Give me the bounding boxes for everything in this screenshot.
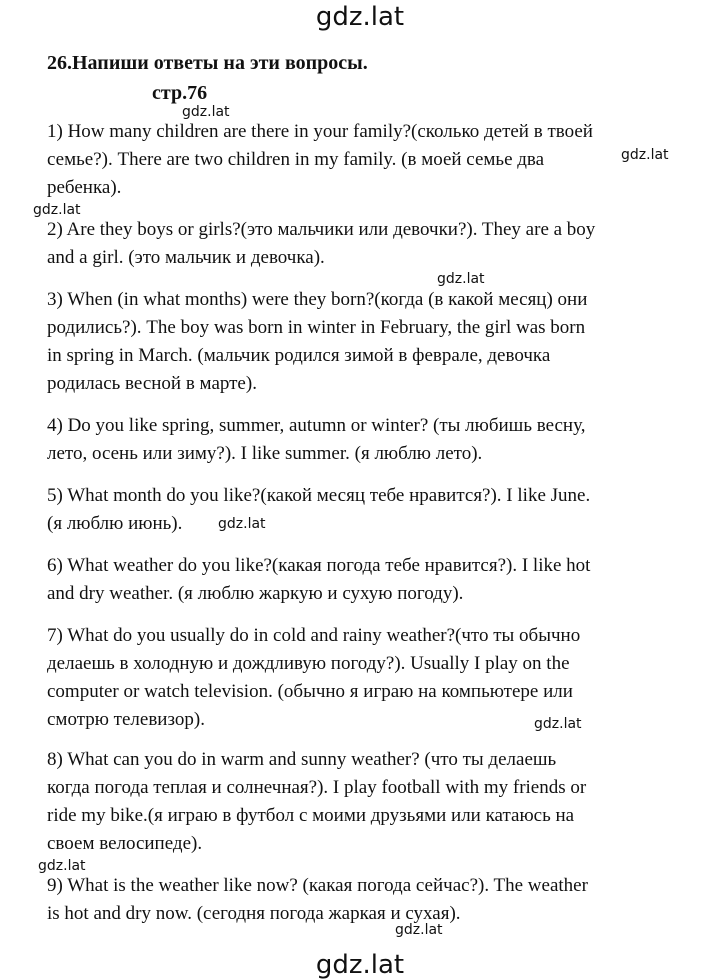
qa-line: 3) When (in what months) were they born?(когда (в какой месяц) они <box>47 289 588 310</box>
qa-line: 8) What can you do in warm and sunny weather? (что ты делаешь <box>47 749 557 770</box>
qa-line: computer or watch television. (обычно я играю на компьютере или <box>47 681 573 702</box>
qa-line: ребенка). <box>47 177 122 198</box>
site-header-watermark: gdz.lat <box>315 2 405 32</box>
qa-line: 5) What month do you like?(какой месяц тебе нравится?). I like June. <box>47 485 591 506</box>
watermark-text: gdz.lat <box>33 202 81 218</box>
qa-line: 4) Do you like spring, summer, autumn or winter? (ты любишь весну, <box>47 415 586 436</box>
qa-line: and dry weather. (я люблю жаркую и сухую погоду). <box>47 583 464 604</box>
site-footer-watermark: gdz.lat <box>315 950 405 980</box>
qa-line: (я люблю июнь). <box>47 513 183 534</box>
watermark-text: gdz.lat <box>395 922 443 938</box>
qa-item-5 <box>47 482 672 538</box>
qa-item-9 <box>47 872 672 928</box>
watermark-text: gdz.lat <box>218 516 266 532</box>
watermark-text: gdz.lat <box>534 716 582 732</box>
qa-item-6 <box>47 552 672 608</box>
qa-line: 1) How many children are there in your family?(сколько детей в твоей <box>47 121 593 142</box>
watermark-text: gdz.lat <box>621 147 669 163</box>
qa-line: 6) What weather do you like?(какая погода тебе нравится?). I like hot <box>47 555 591 576</box>
qa-item-2 <box>47 216 672 272</box>
qa-line: смотрю телевизор). <box>47 709 205 730</box>
qa-line: родились?). The boy was born in winter in February, the girl was born <box>47 317 586 338</box>
qa-line: in spring in March. (мальчик родился зимой в феврале, девочка <box>47 345 551 366</box>
qa-line: 7) What do you usually do in cold and rainy weather?(что ты обычно <box>47 625 581 646</box>
watermark-text: gdz.lat <box>182 104 230 120</box>
qa-line: is hot and dry now. (сегодня погода жаркая и сухая). <box>47 903 461 924</box>
qa-line: 2) Are they boys or girls?(это мальчики или девочки?). They are a boy <box>47 219 596 240</box>
qa-item-4 <box>47 412 672 468</box>
qa-line: 9) What is the weather like now? (какая погода сейчас?). The weather <box>47 875 588 896</box>
qa-item-3 <box>47 286 672 398</box>
qa-item-8 <box>47 746 672 858</box>
qa-line: and a girl. (это мальчик и девочка). <box>47 247 325 268</box>
qa-line: делаешь в холодную и дождливую погоду?). Usually I play on the <box>47 653 570 674</box>
qa-item-1 <box>47 118 672 202</box>
qa-line: семье?). There are two children in my family. (в моей семье два <box>47 149 545 170</box>
qa-line: ride my bike.(я играю в футбол с моими друзьями или катаюсь на <box>47 805 575 826</box>
watermark-text: gdz.lat <box>38 858 86 874</box>
qa-line: лето, осень или зиму?). I like summer. (я люблю лето). <box>47 443 483 464</box>
watermark-text: gdz.lat <box>437 271 485 287</box>
qa-line: когда погода теплая и солнечная?). I play football with my friends or <box>47 777 587 798</box>
page-reference: стр.76 <box>152 82 208 104</box>
exercise-title: 26.Напиши ответы на эти вопросы. <box>47 52 368 74</box>
qa-line: родилась весной в марте). <box>47 373 257 394</box>
qa-line: своем велосипеде). <box>47 833 203 854</box>
